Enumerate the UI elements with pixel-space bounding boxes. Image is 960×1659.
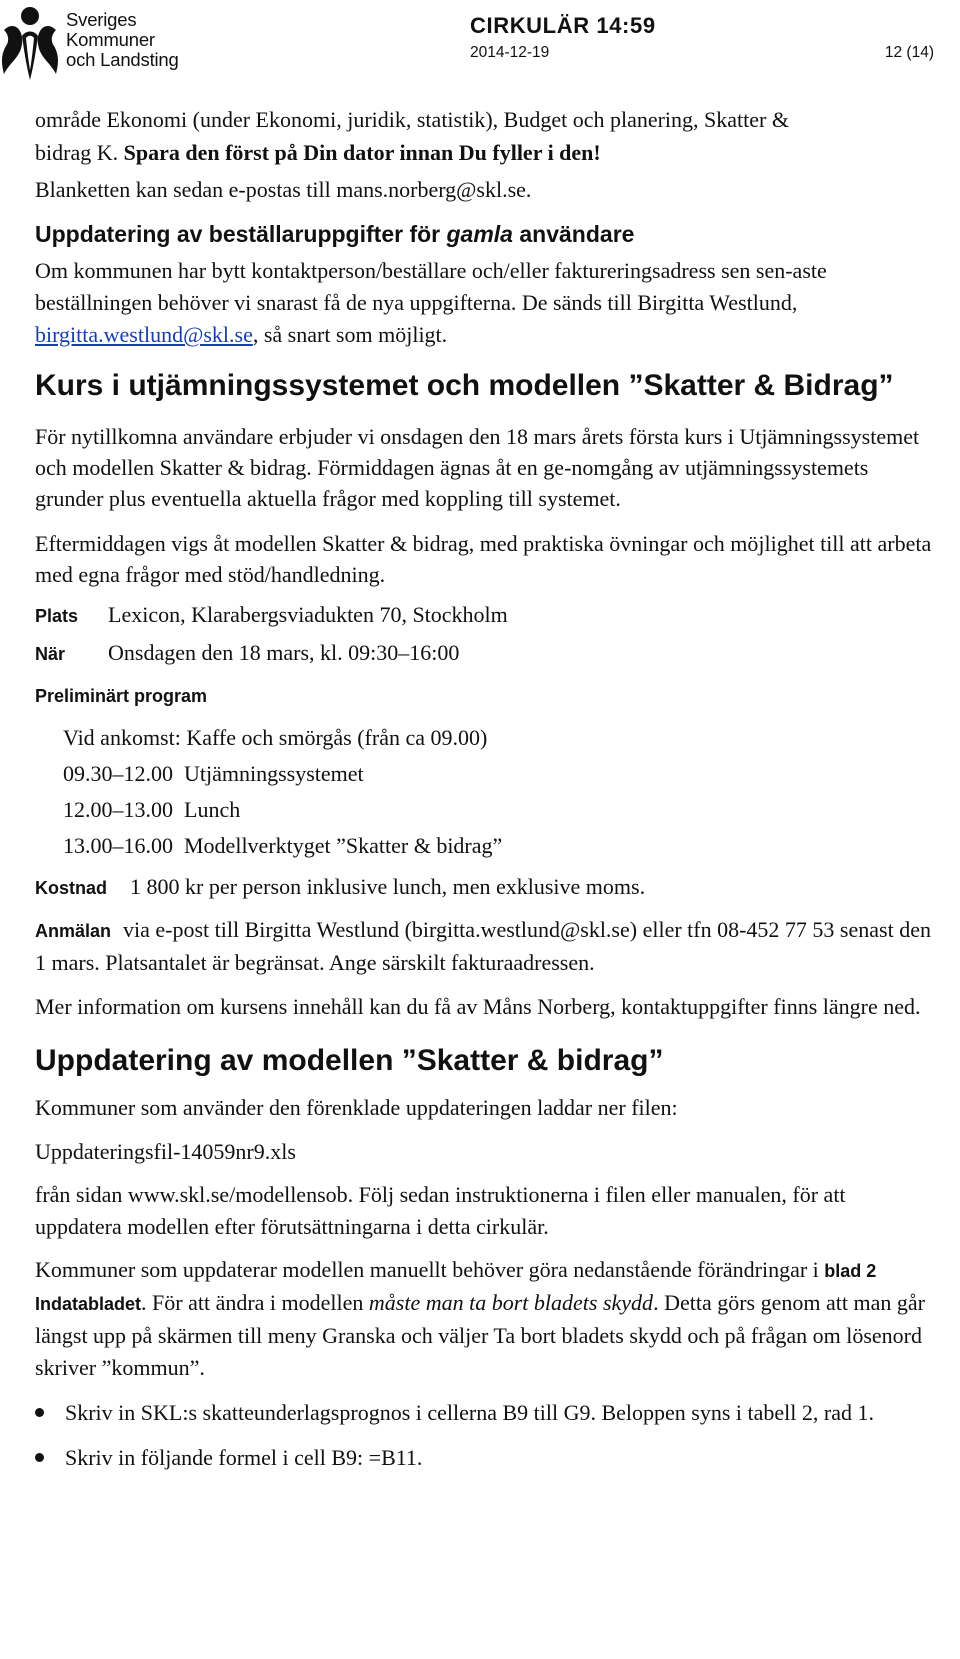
heading-text: Uppdatering av beställaruppgifter för [35,221,447,247]
update-paragraph-3 [35,1254,935,1384]
program-label: Preliminärt program [35,686,208,706]
paragraph-text: Kommuner som uppdaterar modellen manuellt behöver göra nedanstående förändringar i [35,1257,825,1282]
course-more-info: Mer information om kursens innehåll kan du få av Måns Norberg, kontaktuppgifter finns längre ned. [35,994,921,1019]
update-filename: Uppdateringsfil-14059nr9.xls [35,1139,296,1164]
nar-label: När [35,644,66,664]
list-item-text: Skriv in SKL:s skatteunderlagsprognos i cellerna B9 till G9. Beloppen syns i tabell 2, rad 1. [65,1400,874,1425]
org-line-2: Kommuner [66,29,155,50]
program-item [63,720,935,756]
course-cost-row [35,874,935,900]
org-line-3: och Landsting [66,49,179,70]
update-paragraph-2: från sidan www.skl.se/modellensob. Följ sedan instruktionerna i filen eller manualen, för att uppdatera modellen efter förutsättningarna i detta cirkulär. [35,1182,846,1239]
intro-line-1: område Ekonomi (under Ekonomi, juridik, statistik), Budget och planering, Skatter & [35,107,789,132]
list-item [35,1441,935,1474]
paragraph-text: . För att ändra i modellen [141,1290,369,1315]
program-activity: Utjämningssystemet [184,761,364,786]
bullet-icon [35,1408,44,1417]
course-paragraph-1: För nytillkomna användare erbjuder vi onsdagen den 18 mars årets första kurs i Utjämningssystemet och modellen Skatter & bidrag. Förmiddagen ägnas åt en ge-nomgång av utjämningssystemets grunder plus eventuella aktuella frågor med koppling till systemet. [35,424,920,511]
kostnad-label: Kostnad [35,878,107,898]
course-time-row [35,640,935,666]
org-line-1: Sveriges [66,9,137,30]
document-date: 2014-12-19 [470,44,550,61]
paragraph-text: , så snart som möjligt. [252,322,448,347]
program-activity: Lunch [184,797,241,822]
course-location-row [35,602,935,628]
anmalan-value: via e-post till Birgitta Westlund (birgitta.westlund@skl.se) eller tfn 08-452 77 53 senast den 1 mars. Platsantalet är begränsat. Ange särskilt fakturaadressen. [35,917,931,975]
section-heading-beställaruppgifter [35,219,935,249]
section-1-paragraph [35,255,935,351]
intro-line-3: Blanketten kan sedan e-postas till mans.norberg@skl.se. [35,177,532,202]
course-paragraph-2: Eftermiddagen vigs åt modellen Skatter & bidrag, med praktiska övningar och möjlighet till att arbeta med egna frågor med stöd/handledning. [35,531,932,587]
program-activity: Kaffe och smörgås (från ca 09.00) [186,725,488,750]
document-title: CIRKULÄR 14:59 [470,13,656,38]
list-item-text: Skriv in följande formel i cell B9: =B11. [65,1445,423,1470]
section-heading-uppdatering-modellen: Uppdatering av modellen ”Skatter & bidrag” [35,1044,664,1077]
program-activity: Modellverktyget ”Skatter & bidrag” [184,833,503,858]
page-header [0,0,960,90]
email-link[interactable]: birgitta.westlund@skl.se [35,322,253,347]
heading-emphasis: gamla [446,221,513,247]
update-paragraph-1: Kommuner som använder den förenklade uppdateringen laddar ner filen: [35,1095,678,1120]
paragraph-emphasis: måste man ta bort bladets skydd [368,1290,654,1315]
program-time: Vid ankomst: [63,725,181,750]
skl-logo-icon [0,0,60,82]
sheet-name: blad 2 Indatabladet [35,1261,877,1314]
course-registration [35,914,935,979]
program-time: 12.00–13.00 [63,797,173,822]
instruction-list [35,1396,935,1474]
program-time: 09.30–12.00 [63,761,173,786]
section-heading-kurs: Kurs i utjämningssystemet och modellen ”Skatter & Bidrag” [35,369,894,402]
paragraph-text: Om kommunen har bytt kontaktperson/beställare och/eller faktureringsadress sen sen-aste beställningen behöver vi snarast få de nya uppgifterna. De sänds till Birgitta Westlund, [35,258,827,315]
program-list [63,720,935,864]
heading-text: användare [512,221,635,247]
anmalan-label: Anmälan [35,921,112,941]
program-item [63,828,935,864]
program-time: 13.00–16.00 [63,833,173,858]
plats-value: Lexicon, Klarabergsviadukten 70, Stockholm [108,602,508,627]
kostnad-value: 1 800 kr per person inklusive lunch, men exklusive moms. [130,874,646,899]
list-item [35,1396,935,1429]
page-number: 12 (14) [884,44,934,61]
intro-line-2 [35,136,935,169]
intro-emphasis: Spara den först på Din dator innan Du fyller i den! [123,140,601,165]
program-item [63,792,935,828]
program-item [63,756,935,792]
bullet-icon [35,1453,44,1462]
document-body [35,103,935,1474]
nar-value: Onsdagen den 18 mars, kl. 09:30–16:00 [108,640,460,665]
organization-name [66,10,179,70]
plats-label: Plats [35,606,79,626]
intro-text: bidrag K. [35,140,124,165]
paragraph-text: . Detta görs genom att man går längst upp på skärmen till meny Granska och väljer Ta bort bladets skydd och på frågan om lösenord skriver ”kommun”. [35,1290,925,1380]
